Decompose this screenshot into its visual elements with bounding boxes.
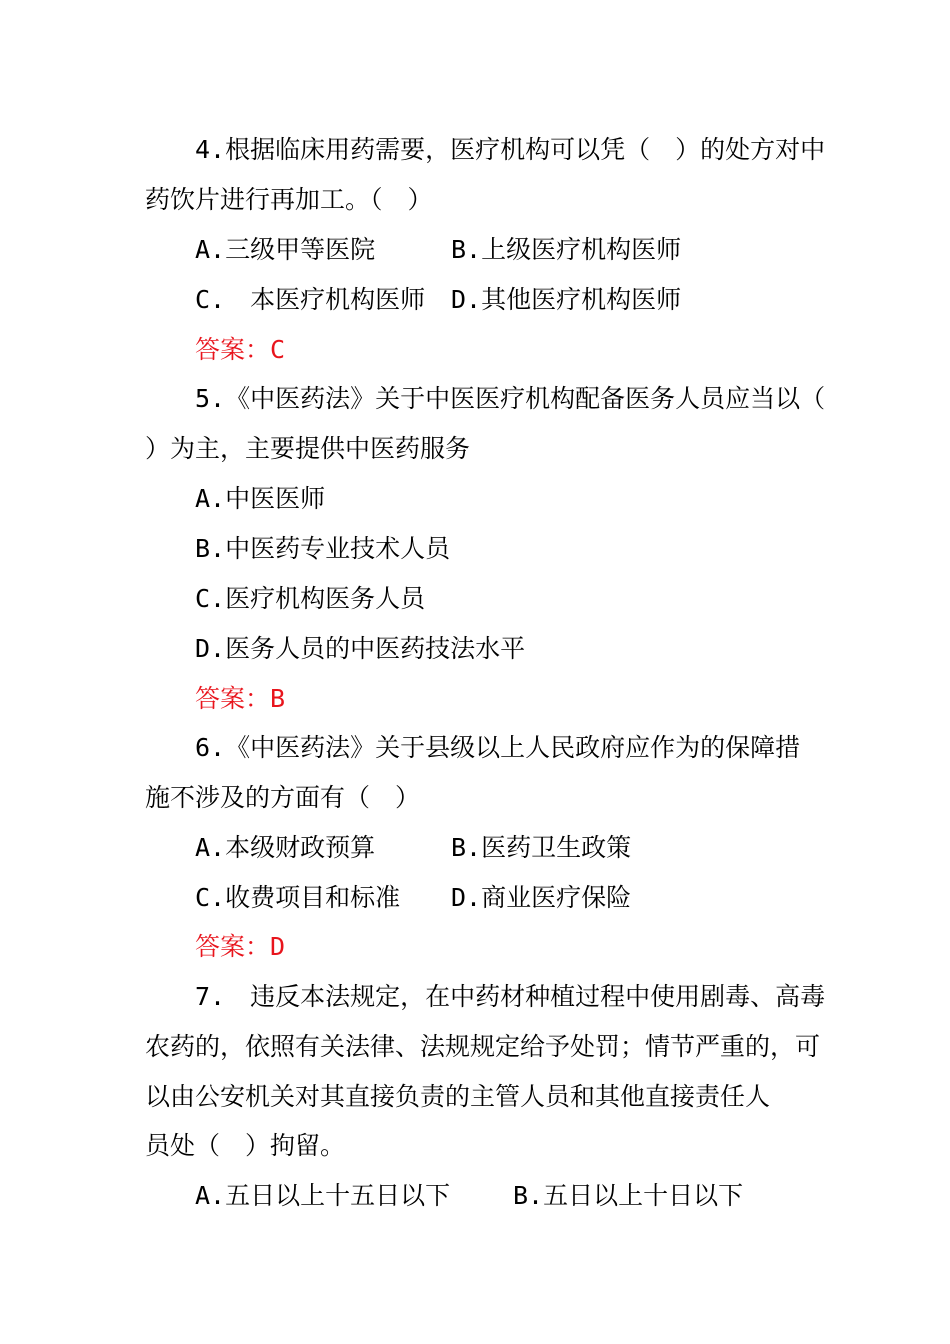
q6-stem-line-2: 施不涉及的方面有（ ） xyxy=(145,783,421,812)
q5-option-a: A.中医医师 xyxy=(195,484,326,513)
q7-stem-line-1: 7. 违反本法规定，在中药材种植过程中使用剧毒、高毒 xyxy=(195,982,826,1011)
q5-option-b: B.中医药专业技术人员 xyxy=(195,534,451,563)
q4-option-d: D.其他医疗机构医师 xyxy=(451,285,682,314)
q4-option-a: A.三级甲等医院 xyxy=(195,235,376,264)
q7-stem-line-2: 农药的，依照有关法律、法规规定给予处罚；情节严重的，可 xyxy=(145,1032,821,1061)
q6-stem-line-1: 6.《中医药法》关于县级以上人民政府应作为的保障措 xyxy=(195,733,801,762)
q4-option-c: C. 本医疗机构医师 xyxy=(195,285,426,314)
q5-stem-line-1: 5.《中医药法》关于中医医疗机构配备医务人员应当以（ xyxy=(195,384,826,413)
q7-option-a: A.五日以上十五日以下 xyxy=(195,1181,451,1210)
q5-option-d: D.医务人员的中医药技法水平 xyxy=(195,634,526,663)
q6-option-d: D.商业医疗保险 xyxy=(451,883,632,912)
q5-option-c: C.医疗机构医务人员 xyxy=(195,584,426,613)
q7-option-b: B.五日以上十日以下 xyxy=(513,1181,744,1210)
q6-option-c: C.收费项目和标准 xyxy=(195,883,401,912)
q4-stem-line-1: 4.根据临床用药需要，医疗机构可以凭（ ）的处方对中 xyxy=(195,135,826,164)
q5-stem-line-2: ）为主，主要提供中医药服务 xyxy=(145,434,471,463)
q7-stem-line-3: 以由公安机关对其直接负责的主管人员和其他直接责任人 xyxy=(145,1082,771,1111)
q7-stem-line-4: 员处（ ）拘留。 xyxy=(145,1131,346,1160)
q5-answer: 答案：B xyxy=(195,684,286,713)
q6-option-a: A.本级财政预算 xyxy=(195,833,376,862)
q6-answer: 答案：D xyxy=(195,932,286,961)
q6-option-b: B.医药卫生政策 xyxy=(451,833,632,862)
q4-option-b: B.上级医疗机构医师 xyxy=(451,235,682,264)
q4-answer: 答案：C xyxy=(195,335,286,364)
q4-stem-line-2: 药饮片进行再加工。（ ） xyxy=(145,185,433,214)
